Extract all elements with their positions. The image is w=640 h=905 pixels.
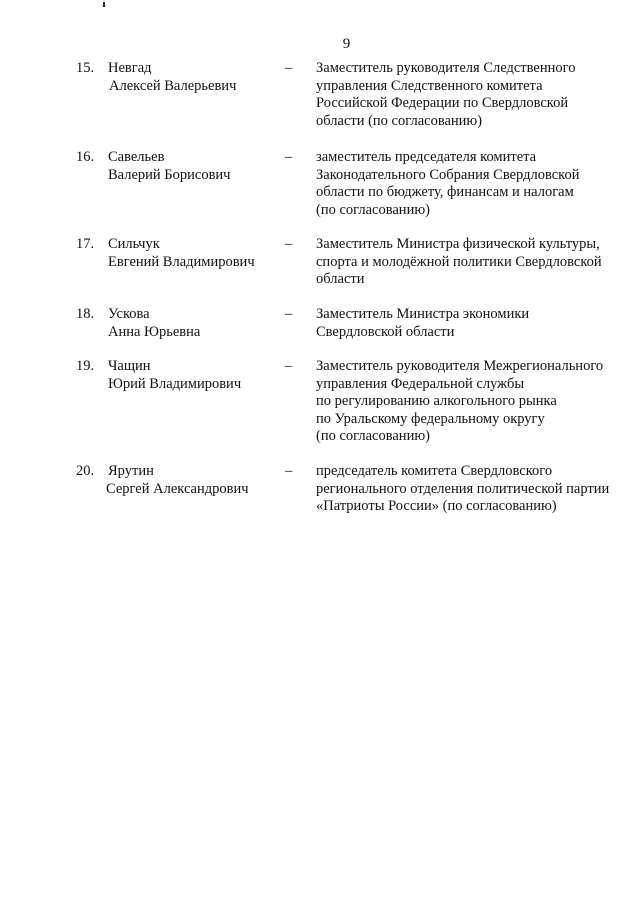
surname: Ярутин bbox=[108, 463, 154, 479]
person-name bbox=[108, 236, 278, 271]
role-line: председатель комитета Свердловского bbox=[316, 463, 553, 479]
role-line: (по согласованию) bbox=[316, 201, 430, 218]
role-line: заместитель председателя комитета bbox=[316, 149, 537, 165]
role-line: Свердловской области bbox=[316, 323, 455, 340]
page-number: 9 bbox=[342, 36, 351, 52]
position-description bbox=[316, 60, 636, 130]
role-line: области (по согласованию) bbox=[316, 112, 483, 129]
role-line: Российской Федерации по Свердловской bbox=[316, 95, 569, 112]
position-description bbox=[316, 463, 636, 516]
role-line: управления Следственного комитета bbox=[316, 77, 543, 94]
dash: – bbox=[285, 149, 293, 165]
role-line: Заместитель руководителя Межрегионального bbox=[316, 358, 604, 374]
role-line: Заместитель Министра экономики bbox=[316, 306, 530, 322]
role-line: по Уральскому федеральному округу bbox=[316, 410, 545, 427]
given-names: Сергей Александрович bbox=[106, 480, 249, 497]
role-line: «Патриоты России» (по согласованию) bbox=[316, 498, 557, 515]
role-line: Заместитель Министра физической культуры, bbox=[316, 236, 600, 252]
role-line: (по согласованию) bbox=[316, 428, 430, 445]
position-description bbox=[316, 149, 636, 219]
role-line: управления Федеральной службы bbox=[316, 375, 525, 392]
dash: – bbox=[285, 60, 293, 76]
surname: Чащин bbox=[108, 358, 151, 374]
entry-number: 16. bbox=[76, 149, 95, 165]
role-line: области по бюджету, финансам и налогам bbox=[316, 184, 574, 201]
surname: Ускова bbox=[108, 306, 150, 322]
given-names: Анна Юрьевна bbox=[108, 323, 201, 340]
entry-number: 15. bbox=[76, 60, 95, 76]
role-line: Заместитель руководителя Следственного bbox=[316, 60, 576, 76]
role-line: по регулированию алкогольного рынка bbox=[316, 393, 557, 410]
person-name bbox=[108, 60, 278, 95]
person-name bbox=[108, 149, 278, 184]
given-names: Алексей Валерьевич bbox=[109, 77, 237, 94]
dash: – bbox=[285, 236, 293, 252]
role-line: Законодательного Собрания Свердловской bbox=[316, 166, 580, 183]
person-name bbox=[108, 306, 278, 341]
position-description bbox=[316, 236, 636, 289]
entry-number: 19. bbox=[76, 358, 95, 374]
dash: – bbox=[285, 358, 293, 374]
surname: Сильчук bbox=[108, 236, 160, 252]
given-names: Евгений Владимирович bbox=[108, 253, 255, 270]
dash: – bbox=[285, 306, 293, 322]
entry-number: 20. bbox=[76, 463, 95, 479]
person-name bbox=[108, 463, 278, 498]
position-description bbox=[316, 306, 636, 341]
given-names: Юрий Владимирович bbox=[108, 375, 242, 392]
entry-number: 17. bbox=[76, 236, 95, 252]
person-name bbox=[108, 358, 278, 393]
surname: Невгад bbox=[108, 60, 152, 76]
position-description bbox=[316, 358, 636, 446]
scan-speck bbox=[103, 2, 105, 7]
dash: – bbox=[285, 463, 293, 479]
role-line: спорта и молодёжной политики Свердловской bbox=[316, 253, 602, 270]
given-names: Валерий Борисович bbox=[108, 166, 231, 183]
surname: Савельев bbox=[108, 149, 165, 165]
entry-number: 18. bbox=[76, 306, 95, 322]
role-line: регионального отделения политической партии bbox=[316, 480, 610, 497]
role-line: области bbox=[316, 271, 365, 288]
